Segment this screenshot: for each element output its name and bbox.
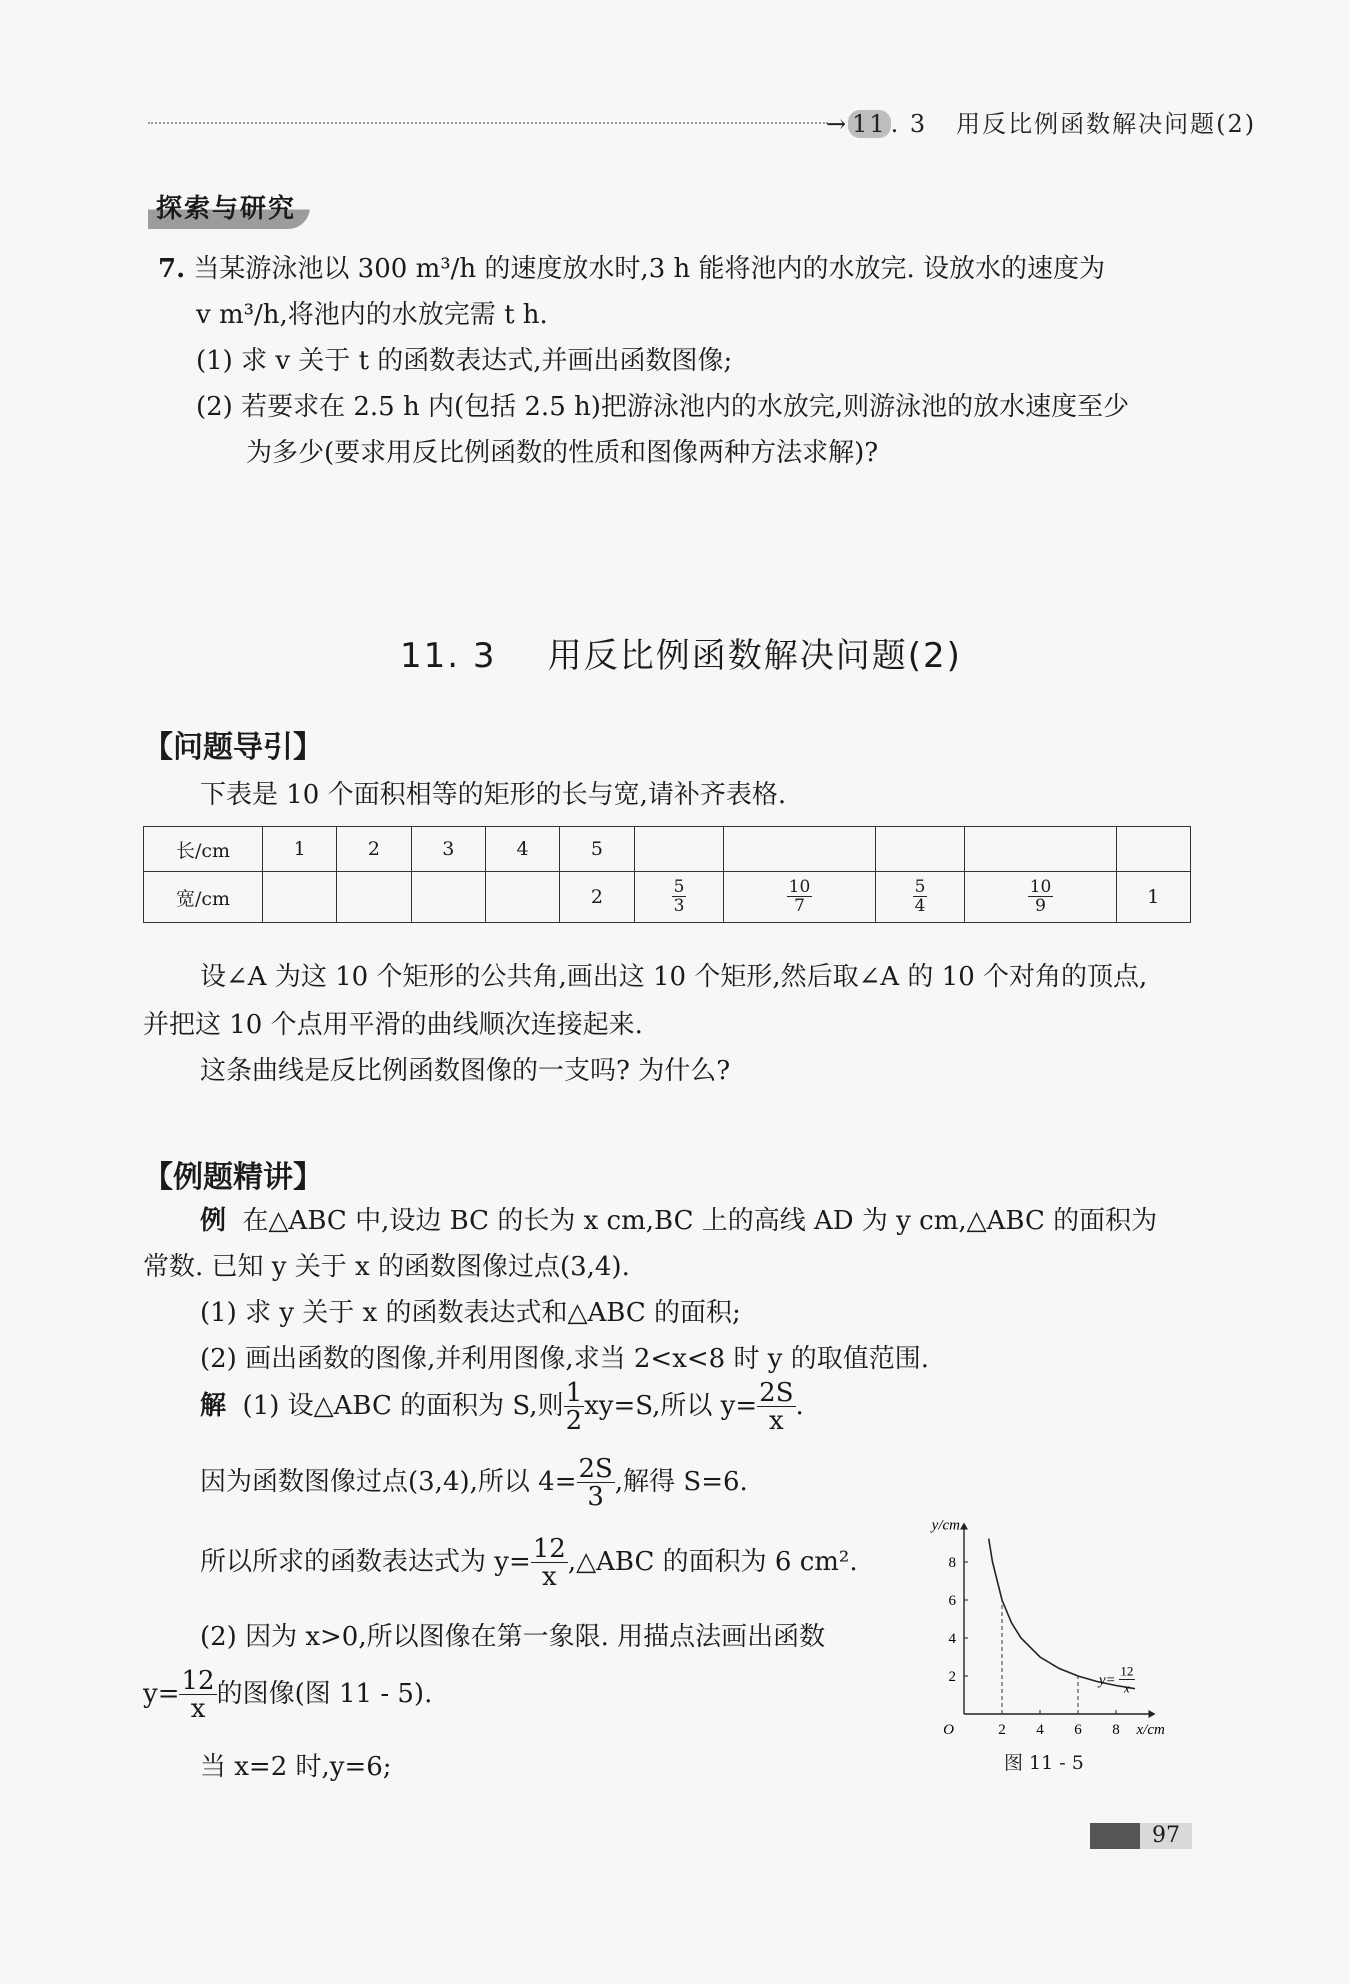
y-tick-label: 6 [948,1593,956,1609]
fraction: $\frac{10}{9}$ [1029,877,1052,916]
table-row [144,872,1191,923]
rect-table [143,826,1191,923]
guide-heading: 【问题导引】 [143,730,323,765]
curve-label-numerator: 12 [1120,1663,1134,1679]
example-line1: 例 在△ABC 中,设边 BC 的长为 x cm,BC 上的高线 AD 为 y cm,△ABC 的面积为 [200,1206,1158,1236]
fraction: $\frac{12}{x}$ [532,1534,566,1592]
problem-7-line1: 7. 当某游泳池以 300 m³/h 的速度放水时,3 h 能将池内的水放完. 设放水的速度为 [158,254,1106,284]
table-cell: 3 [411,827,485,872]
table-cell [337,872,411,923]
series-line [989,1539,1135,1689]
x-tick-label: 4 [1036,1722,1044,1738]
x-axis-arrow-icon [1149,1710,1156,1718]
table-cell [411,872,485,923]
fraction: $\frac{12}{x}$ [181,1666,215,1724]
table-cell: 2 [337,827,411,872]
guide-p2: 并把这 10 个点用平滑的曲线顺次连接起来. [143,1010,643,1040]
fraction: $\frac{5}{3}$ [673,877,685,916]
inverse-function-chart [920,1510,1180,1740]
x-tick-label: 6 [1074,1722,1082,1738]
table-cell: 2 [560,872,634,923]
header-title: 用反比例函数解决问题(2) [956,110,1257,138]
solution-line5: y= $\frac{12}{x}$ 的图像(图 11 - 5). [143,1666,433,1724]
table-cell [724,827,875,872]
table-cell [965,827,1116,872]
table-cell [634,827,724,872]
example-line2: 常数. 已知 y 关于 x 的函数图像过点(3,4). [143,1252,630,1282]
y-axis-label: y/cm [931,1517,960,1534]
curve-label-denominator: x [1124,1680,1130,1696]
y-tick-label: 2 [948,1669,956,1685]
problem-7-q1: (1) 求 v 关于 t 的函数表达式,并画出函数图像; [196,346,733,376]
example-heading: 【例题精讲】 [143,1160,323,1195]
page-number: 97 [1140,1823,1192,1849]
example-q2: (2) 画出函数的图像,并利用图像,求当 2<x<8 时 y 的取值范围. [200,1344,929,1374]
table-cell: 1 [263,827,337,872]
solution-line2: 因为函数图像过点(3,4),所以 4= $\frac{2S}{3}$ ,解得 S=6. [200,1454,748,1512]
table-cell [724,872,875,923]
y-tick-label: 8 [948,1555,956,1571]
table-header-length: 长/cm [144,827,263,872]
table-cell [965,872,1116,923]
solution-line6: 当 x=2 时,y=6; [200,1752,392,1782]
solution-line1: 解 (1) 设△ABC 的面积为 S,则 $\frac{1}{2}$ xy=S,所以 y= $\frac{2S}{x}$ . [200,1378,804,1436]
section-title: 11. 3 用反比例函数解决问题(2) [400,636,962,676]
solution-line4: (2) 因为 x>0,所以图像在第一象限. 用描点法画出函数 [200,1622,826,1652]
explore-badge: 探索与研究 [148,186,310,229]
chart-caption: 图 11 - 5 [1004,1752,1084,1774]
table-cell [875,827,965,872]
header-section-num: 11 [848,110,891,138]
table-cell: 1 [1116,872,1190,923]
x-axis-label: x/cm [1136,1722,1165,1738]
fraction: $\frac{2S}{x}$ [759,1378,794,1436]
fraction: $\frac{2S}{3}$ [578,1454,613,1512]
table-cell [1116,827,1190,872]
table-cell [485,872,559,923]
table-row [144,827,1191,872]
running-header: → 11 . 3 用反比例函数解决问题(2) [826,110,1257,138]
x-tick-label: 2 [998,1722,1006,1738]
guide-intro: 下表是 10 个面积相等的矩形的长与宽,请补齐表格. [200,780,787,810]
table-cell [634,872,724,923]
problem-7-line2: v m³/h,将池内的水放完需 t h. [196,300,548,330]
example-q1: (1) 求 y 关于 x 的函数表达式和△ABC 的面积; [200,1298,741,1328]
y-tick-label: 4 [948,1631,956,1647]
fraction: $\frac{10}{7}$ [788,877,811,916]
header-rule [148,122,828,124]
table-header-width: 宽/cm [144,872,263,923]
table-cell: 5 [560,827,634,872]
fraction: $\frac{5}{4}$ [914,877,926,916]
origin-label: O [943,1722,954,1738]
x-tick-label: 8 [1112,1722,1120,1738]
guide-p3: 这条曲线是反比例函数图像的一支吗? 为什么? [200,1056,731,1086]
table-cell: 4 [485,827,559,872]
y-axis-arrow-icon [960,1523,968,1530]
problem-7-q2-line2: 为多少(要求用反比例函数的性质和图像两种方法求解)? [246,438,879,468]
solution-line3: 所以所求的函数表达式为 y= $\frac{12}{x}$ ,△ABC 的面积为 6 cm². [200,1534,858,1592]
table-cell [263,872,337,923]
fraction: $\frac{1}{2}$ [565,1378,583,1436]
table-cell [875,872,965,923]
guide-p1: 设∠A 为这 10 个矩形的公共角,画出这 10 个矩形,然后取∠A 的 10 个对角的顶点, [200,962,1148,992]
curve-label-prefix: y= [1098,1672,1116,1689]
problem-7-q2-line1: (2) 若要求在 2.5 h 内(包括 2.5 h)把游泳池内的水放完,则游泳池的放水速度至少 [196,392,1130,422]
arrow-icon: → [826,110,849,138]
